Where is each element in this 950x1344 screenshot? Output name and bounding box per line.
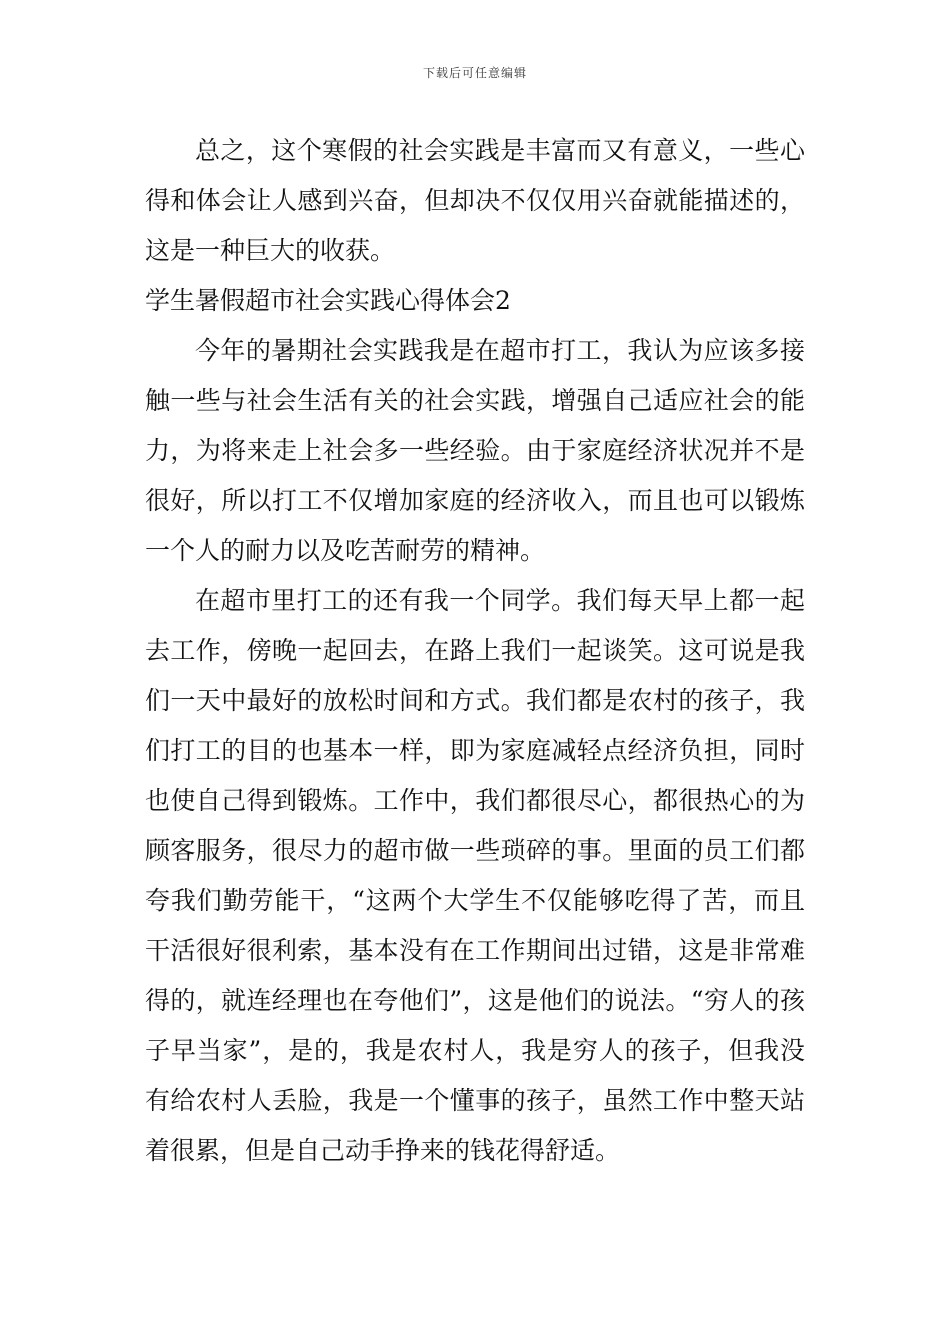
header-note: 下载后可任意编辑 (422, 66, 527, 80)
paragraph-conclusion: 总之，这个寒假的社会实践是丰富而又有意义，一些心得和体会让人感到兴奋，但却决不仅仅用兴奋就能描述的，这是一种巨大的收获。 (145, 136, 805, 265)
paragraph-experience: 在超市里打工的还有我一个同学。我们每天早上都一起去工作，傍晚一起回去，在路上我们一起谈笑。这可说是我们一天中最好的放松时间和方式。我们都是农村的孩子，我们打工的目的也基本一样，即为家庭减轻点经济负担，同时也使自己得到锻炼。工作中，我们都很尽心，都很热心的为顾客服务，很尽力的超市做一些琐碎的事。里面的员工们都夸我们勤劳能干，“这两个大学生不仅能够吃得了苦，而且干活很好很利索，基本没有在工作期间出过错，这是非常难得的，就连经理也在夸他们”，这是他们的说法。“穷人的孩子早当家”，是的，我是农村人，我是穷人的孩子，但我没有给农村人丢脸，我是一个懂事的孩子，虽然工作中整天站着很累，但是自己动手挣来的钱花得舒适。 (145, 586, 805, 1165)
paragraph-intro: 今年的暑期社会实践我是在超市打工，我认为应该多接触一些与社会生活有关的社会实践，增强自己适应社会的能力，为将来走上社会多一些经验。由于家庭经济状况并不是很好，所以打工不仅增加家庭的经济收入，而且也可以锻炼一个人的耐力以及吃苦耐劳的精神。 (145, 336, 805, 565)
document-body (145, 126, 805, 1176)
section-title: 学生暑假超市社会实践心得体会2 (145, 286, 511, 315)
